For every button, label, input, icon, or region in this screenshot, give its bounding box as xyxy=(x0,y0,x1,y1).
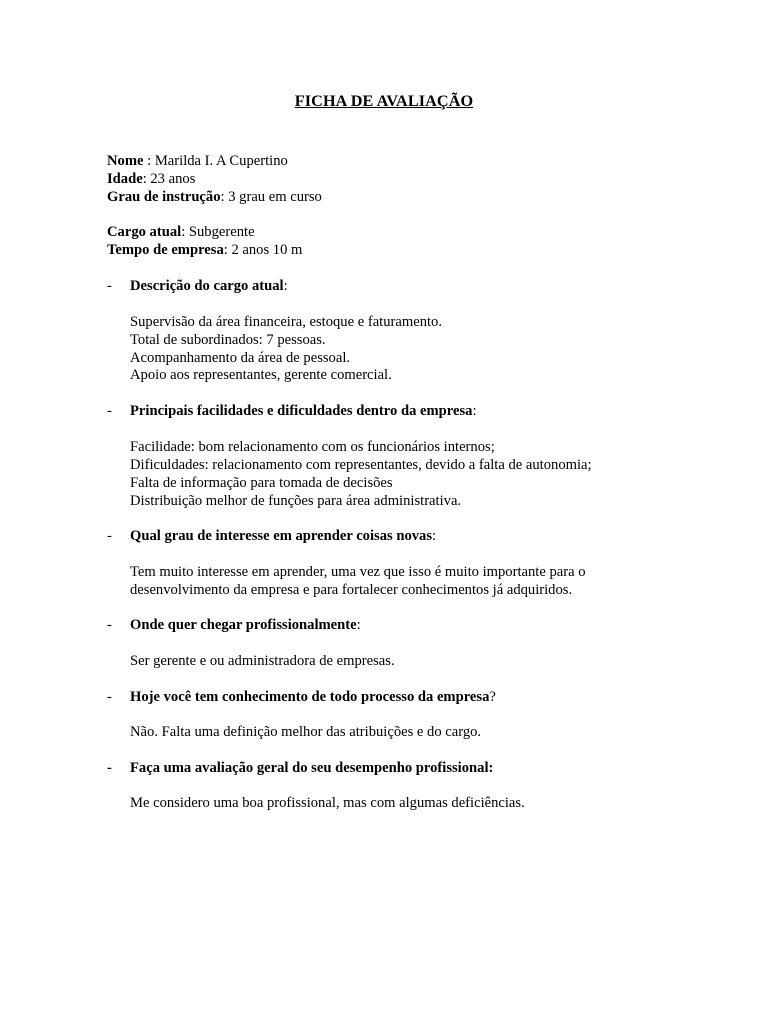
section-5-question xyxy=(130,689,496,707)
section-4-answer-1: Ser gerente e ou administradora de empresas. xyxy=(130,653,395,669)
section-6-question xyxy=(130,760,493,778)
section-3-dash: - xyxy=(107,528,112,544)
section-2-answer-3: Falta de informação para tomada de decisões xyxy=(130,475,393,491)
field-idade-value: : 23 anos xyxy=(142,171,196,187)
field-cargo-label: Cargo atual xyxy=(107,224,182,240)
field-grau-value: : 3 grau em curso xyxy=(220,189,322,205)
document-title: FICHA DE AVALIAÇÃO xyxy=(294,92,474,110)
section-1-answer-1: Supervisão da área financeira, estoque e faturamento. xyxy=(130,314,442,330)
section-1-question-text: Descrição do cargo atual xyxy=(130,278,284,294)
field-nome xyxy=(107,153,288,171)
section-5-question-suffix: ? xyxy=(489,689,496,705)
section-1-answer-2: Total de subordinados: 7 pessoas. xyxy=(130,332,326,348)
section-5-answer-1: Não. Falta uma definição melhor das atribuições e do cargo. xyxy=(130,724,482,740)
field-cargo xyxy=(107,224,255,242)
section-3-question-text: Qual grau de interesse em aprender coisas novas xyxy=(130,528,433,544)
section-2-question xyxy=(130,403,477,421)
field-idade-label: Idade xyxy=(107,171,143,187)
field-nome-label: Nome xyxy=(107,153,144,169)
section-6-dash: - xyxy=(107,760,112,776)
section-2-answer-4: Distribuição melhor de funções para área administrativa. xyxy=(130,493,462,509)
section-5-dash: - xyxy=(107,689,112,705)
section-3-question xyxy=(130,528,436,546)
field-grau-label: Grau de instrução xyxy=(107,189,221,205)
section-3-answer-1: Tem muito interesse em aprender, uma vez que isso é muito importante para o xyxy=(130,564,586,580)
field-grau xyxy=(107,189,322,207)
section-2-dash: - xyxy=(107,403,112,419)
field-tempo-label: Tempo de empresa xyxy=(107,242,224,258)
section-3-answer-2: desenvolvimento da empresa e para fortalecer conhecimentos já adquiridos. xyxy=(130,582,573,598)
section-1-dash: - xyxy=(107,278,112,294)
section-1-question xyxy=(130,278,288,296)
section-6-question-text: Faça uma avaliação geral do seu desempenho profissional: xyxy=(130,760,494,776)
section-6-answer-1: Me considero uma boa profissional, mas com algumas deficiências. xyxy=(130,795,525,811)
section-4-dash: - xyxy=(107,617,112,633)
section-5-question-text: Hoje você tem conhecimento de todo processo da empresa xyxy=(130,689,490,705)
section-1-answer-4: Apoio aos representantes, gerente comercial. xyxy=(130,367,392,383)
field-cargo-value: : Subgerente xyxy=(181,224,255,240)
section-4-question-suffix: : xyxy=(356,617,361,633)
section-4-question xyxy=(130,617,361,635)
field-nome-value: : Marilda I. A Cupertino xyxy=(143,153,288,169)
section-2-answer-2: Dificuldades: relacionamento com representantes, devido a falta de autonomia; xyxy=(130,457,592,473)
section-2-question-text: Principais facilidades e dificuldades dentro da empresa xyxy=(130,403,473,419)
section-2-question-suffix: : xyxy=(472,403,477,419)
field-idade xyxy=(107,171,195,189)
section-1-answer-3: Acompanhamento da área de pessoal. xyxy=(130,350,351,366)
section-1-question-suffix: : xyxy=(283,278,288,294)
section-2-answer-1: Facilidade: bom relacionamento com os funcionários internos; xyxy=(130,439,495,455)
field-tempo-value: : 2 anos 10 m xyxy=(223,242,303,258)
section-4-question-text: Onde quer chegar profissionalmente xyxy=(130,617,357,633)
field-tempo xyxy=(107,242,302,260)
section-3-question-suffix: : xyxy=(432,528,437,544)
